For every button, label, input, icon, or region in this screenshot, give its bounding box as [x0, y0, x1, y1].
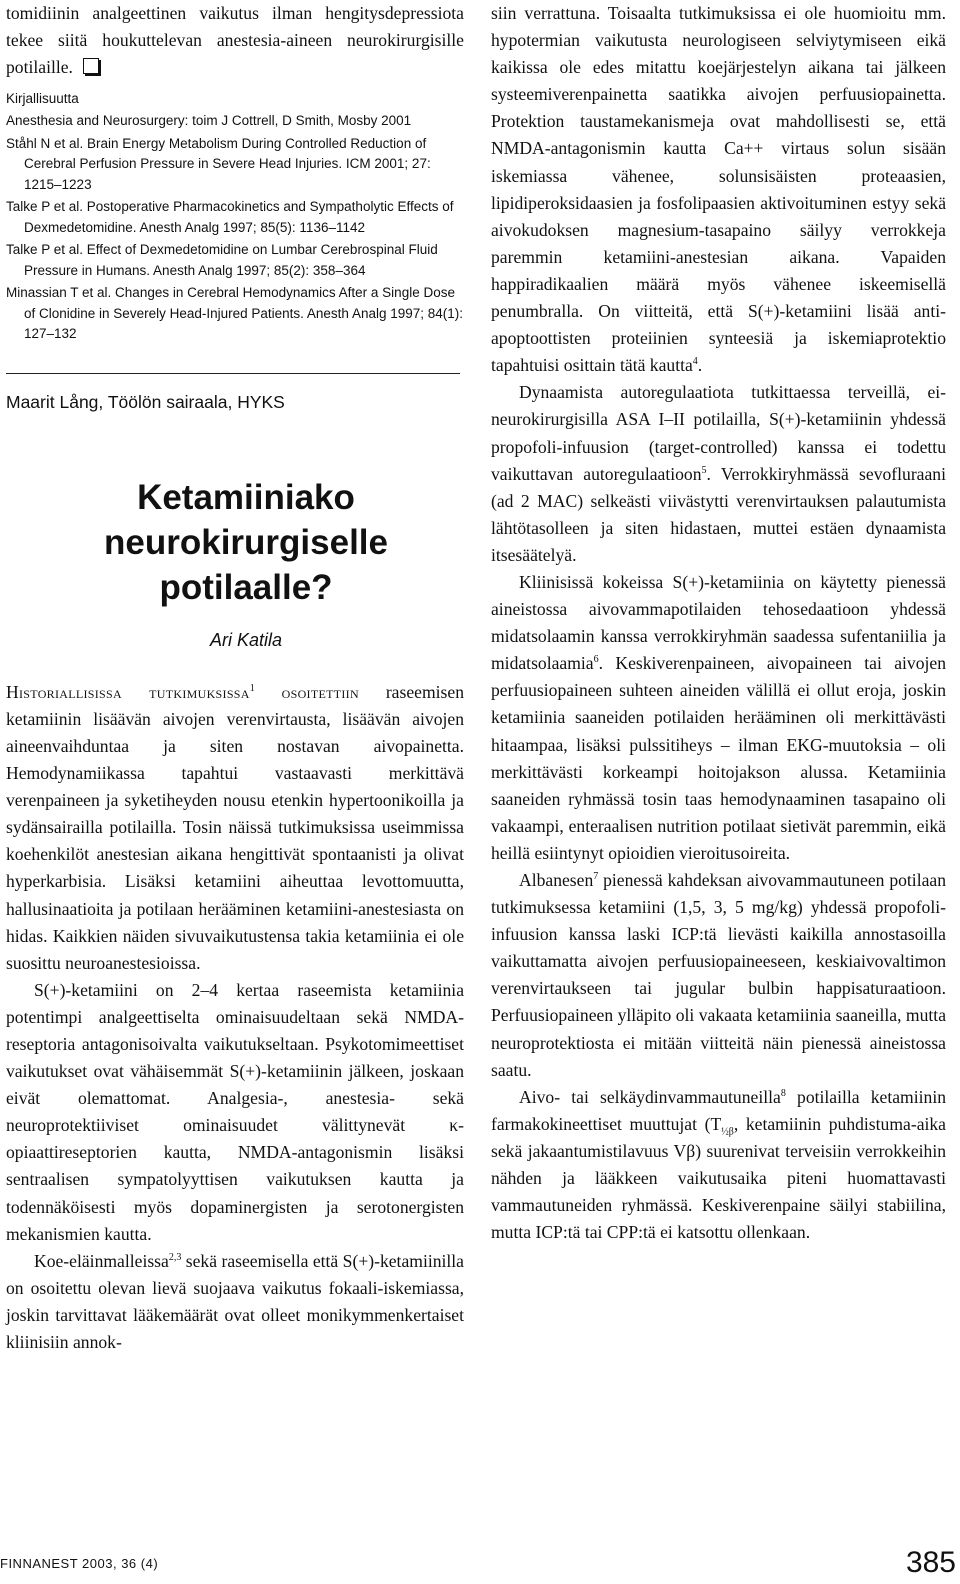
paragraph-text: , ketamiinin puhdistuma-aika sekä jakaantumistilavuus Vβ) suurenivat terveisiin verrokkeihin nähden ja lääkkeen vaikutusaika piteni huomattavasti vammautuneiden ryhmässä. Keskiverenpaine säilyi stabiilina, mutta ICP:tä tai CPP:tä ei katsottu ollenkaan.	[491, 1113, 946, 1243]
journal-citation: FINNANEST 2003, 36 (4)	[0, 1556, 159, 1571]
citation-superscript: 1	[249, 682, 255, 694]
paragraph: S(+)-ketamiini on 2–4 kertaa raseemista ketamiinia potentimpi analgeettiselta ominaisuudeltaan sekä NMDA-reseptoria antagonisoivalta vaikutukseltaan. Psykotomimeettiset vaikutukset ovat vähäisemmät S(+)-ketamiinin jälkeen, joskaan eivät olemattomat. Analgesia-, anestesia- sekä neuroprotektiiviset ominaisuudet välittynevät κ-opiaattireseptorien kautta, NMDA-antagonismin lisäksi sentraalisen sympatolyyttisen vaikutuksen kautta ja todennäköisesti myös dopaminergisten ja serotonergisten mekanismien kautta.	[6, 979, 464, 1244]
right-column	[491, 0, 946, 1246]
author-affiliation: Maarit Lång, Töölön sairaala, HYKS	[6, 391, 285, 412]
reference-item: Talke P et al. Effect of Dexmedetomidine on Lumbar Cerebrospinal Fluid Pressure in Humans. Anesth Analg 1997; 85(2): 358–364	[6, 242, 438, 278]
lead-in-smallcaps: Historiallisissa tutkimuksissa	[6, 681, 250, 702]
reference-item: Ståhl N et al. Brain Energy Metabolism During Controlled Reduction of Cerebral Perfusion Pressure in Severe Head Injuries. ICM 2001; 27: 1215–1223	[6, 135, 431, 192]
paragraph-text: Albanesen	[519, 870, 594, 890]
end-of-article-box-icon	[83, 58, 99, 74]
page-footer	[0, 1546, 960, 1584]
references-heading: Kirjallisuutta	[6, 91, 79, 107]
paragraph-text: pienessä kahdeksan aivovammautuneen potilaan tutkimuksessa ketamiini (1,5, 3, 5 mg/kg) yhdessä propofoli-infuusion kanssa laski ICP:tä lievästi kaikilla annostasoilla vaikuttamatta aivojen perfuusiopaineeseen, keskiaivovaltimon verenvirtaukseen tai jugular bulbin happisaturaatioon. Perfuusiopaineen ylläpito oli vakaata ketamiinia saaneilla, mutta neuroprotektiosta ei mitään viitteitä näin pienessä aineistossa saatu.	[491, 870, 946, 1080]
paragraph	[491, 1084, 946, 1247]
section-divider	[6, 373, 460, 374]
reference-item: Anesthesia and Neurosurgery: toim J Cottrell, D Smith, Mosby 2001	[6, 113, 412, 129]
reference-item: Talke P et al. Postoperative Pharmacokinetics and Sympatholytic Effects of Dexmedetomidine. Anesth Analg 1997; 85(5): 1136–1142	[6, 199, 454, 235]
paragraph-text: sekä raseemisella että S(+)-ketamiinilla on osoitettu olevan lievä suojaava vaikutus fokaali-iskemiassa, joskin tarvittavat lääkemäärät ovat olleet monikymmenkertaiset kliinisiin annok-	[6, 1250, 464, 1353]
paragraph: Dynaamista autoregulaatiota tutkittaessa terveillä, ei-neurokirurgisilla ASA I–II potilailla, S(+)-ketamiinin yhdessä propofoli-infuusion (target-controlled) kanssa ei todettu vaikuttavan autoregulaatioon$^5$. Verrokkiryhmässä sevofluraani (ad 2 MAC) selkeästi viivästytti verenvirtauksen palautumista lähtötasolleen ja siten hidastaen, muttei estäen dynaamista itsesäätelyä.	[491, 382, 946, 565]
paragraph: siin verrattuna. Toisaalta tutkimuksissa ei ole huomioitu mm. hypotermian vaikutusta neurologiseen selviytymiseen eikä kaikissa ole edes mitattu koejärjestelyn aikana tai jälkeen systeemiverenpainetta saatikka aivojen perfuusiopainetta. Protektion taustamekanismeja ovat mahdollisesti se, että NMDA-antagonismin kautta Ca++ virtaus solun sisään iskemiassa vähenee, solunsisäisten proteaasien, lipidiperoksidaasien ja fosfolipaasien aktivoituminen estyy sekä aivokudoksen magnesium-tasapaino säilyy verrokkeja paremmin ketamiini-anestesian aikana. Vapaiden happiradikaalien määrä myös vähenee iskeemisellä penumbralla. On viitteitä, että S(+)-ketamiini lisää anti-apoptoottisten proteiinien synteesiä ja iskemiaprotektio tapahtuisi osittain tätä kautta$^4$.	[491, 3, 946, 376]
paragraph-text: raseemisen ketamiinin lisäävän aivojen verenvirtausta, lisäävän aivojen aineenvaihduntaa ja siten nostavan aivopainetta. Hemodynamiikassa tapahtui vastaavasti merkittävä verenpaineen ja syketiheyden nousu etenkin hypertoonikoilla ja sydänsairailla potilailla. Tosin näissä tutkimuksissa useimmissa koehenkilöt anestesian aikana hengittivät spontaanisti ja olivat hyperkarbisia. Lisäksi ketamiini aiheuttaa levottomuutta, hallusinaatioita ja potilaan herääminen ketamiini-anestesiasta on hidas. Kaikkien näiden sivuvaikutustensa takia ketamiinia ei ole suosittu neuroanestesioissa.	[6, 681, 464, 973]
paragraph-text: Dynaamista autoregulaatiota tutkittaessa terveillä, ei-neurokirurgisilla ASA I–II potilailla, S(+)-ketamiinin yhdessä propofoli-infuusion (target-controlled) kanssa ei todettu vaikuttavan autoregulaatioon	[491, 382, 946, 484]
paragraph	[6, 1248, 464, 1356]
subscript: ½β	[721, 1126, 734, 1138]
lead-in-smallcaps: osoitettiin	[281, 681, 359, 702]
left-column	[6, 0, 464, 1356]
intro-paragraph	[6, 0, 464, 81]
citation-superscript: 7	[593, 871, 599, 883]
paragraph: Kliinisissä kokeissa S(+)-ketamiinia on käytetty pienessä aineistossa aivovammapotilaiden tehosedaatioon yhdessä midatsolaamin kanssa verrokkiryhmän saadessa sufentaniilia ja midatsolaamia$^6$. Keskiverenpaineen, aivopaineen tai aivojen perfuusiopaineen suhteen aineiden välillä ei ollut eroja, joskin ketamiinia saaneiden potilaiden herääminen oli merkittävästi hitaampaa, lisäksi pulssitiheys – ilman EKG-muutoksia – oli merkittävästi korkeampi hoitojakson alussa. Ketamiinia saaneiden ryhmässä tosin taas hemodynaaminen tasapaino oli vakaampi, enteraalisen nutrition potilaat sietivät paremmin, eikä heillä esiintynyt opioidien vieroitusoireita.	[491, 571, 946, 863]
citation-superscript: 5	[701, 464, 707, 476]
citation-superscript: 2,3	[168, 1251, 182, 1263]
paragraph-text: siin verrattuna. Toisaalta tutkimuksissa ei ole huomioitu mm. hypotermian vaikutusta neurologiseen selviytymiseen eikä kaikissa ole edes mitattu koejärjestelyn aikana tai jälkeen systeemiverenpainetta saatikka aivojen perfuusiopainetta. Protektion taustamekanismeja ovat mahdollisesti se, että NMDA-antagonismin kautta Ca++ virtaus solun sisään iskemiassa vähenee, solunsisäisten proteaasien, lipidiperoksidaasien ja fosfolipaasien aktivoituminen estyy sekä aivokudoksen magnesium-tasapaino säilyy verrokkeja paremmin ketamiini-anestesian aikana. Vapaiden happiradikaalien määrä myös vähenee iskeemisellä penumbralla. On viitteitä, että S(+)-ketamiini lisää anti-apoptoottisten proteiinien synteesiä ja iskemiaprotektio tapahtuisi osittain tätä kautta	[491, 3, 946, 376]
paragraph-text: Koe-eläinmalleissa	[34, 1250, 169, 1271]
intro-text: tomidiinin analgeettinen vaikutus ilman hengitysdepressiota tekee siitä houkuttelevan anestesia-aineen neurokirurgisille potilaille.	[6, 3, 464, 78]
article-title: Ketamiiniako neurokirurgiselle potilaalle?	[104, 477, 388, 607]
paragraph	[6, 679, 464, 977]
citation-superscript: 8	[780, 1087, 786, 1099]
citation-superscript: 4	[692, 356, 698, 368]
citation-superscript: 6	[593, 654, 599, 666]
article-author: Ari Katila	[209, 629, 283, 650]
references-list	[6, 111, 464, 345]
paragraph-text: Keskiverenpaineen, aivopaineen tai aivojen perfuusiopaineen suhteen aineiden välillä ei ollut eroja, joskin ketamiinia saaneiden potilaiden herääminen oli merkittävästi hitaampaa, lisäksi pulssitiheys – ilman EKG-muutoksia – oli merkittävästi korkeampi hoitojakson alussa. Ketamiinia saaneiden ryhmässä tosin taas hemodynaaminen tasapaino oli vakaampi, enteraalisen nutrition potilaat sietivät paremmin, eikä heillä esiintynyt opioidien vieroitusoireita.	[491, 653, 946, 863]
paragraph-text: Verrokkiryhmässä sevofluraani (ad 2 MAC) selkeästi viivästytti verenvirtauksen palautumista lähtötasolleen ja siten hidastaen, muttei estäen dynaamista itsesäätelyä.	[491, 463, 946, 565]
paragraph-text: potilailla ketamiinin farmakokineettiset muuttujat (T	[491, 1086, 947, 1134]
reference-item: Minassian T et al. Changes in Cerebral Hemodynamics After a Single Dose of Clonidine in Severely Head-Injured Patients. Anesth Analg 1997; 84(1): 127–132	[6, 285, 464, 342]
paragraph	[491, 867, 946, 1084]
paragraph-text: Kliinisissä kokeissa S(+)-ketamiinia on käytetty pienessä aineistossa aivovammapotilaiden tehosedaatioon yhdessä midatsolaamin kanssa verrokkiryhmän saadessa sufentaniilia ja midatsolaamia	[491, 571, 946, 674]
paragraph-text: Aivo- tai selkäydinvammautuneilla	[519, 1086, 781, 1107]
page-number: 385	[905, 1546, 956, 1579]
